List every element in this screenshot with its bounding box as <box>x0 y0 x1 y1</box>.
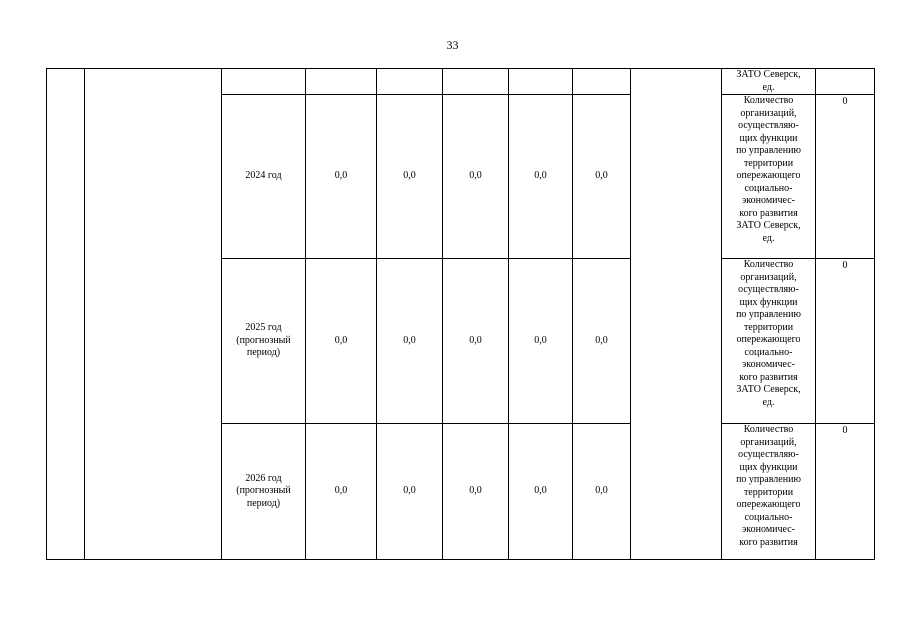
name-cell <box>85 69 222 560</box>
value-cell: 0,0 <box>509 259 573 424</box>
year-cell: 2025 год (прогнозный период) <box>222 259 306 424</box>
value-cell: 0,0 <box>509 95 573 259</box>
indicator-value-cell: 0 <box>816 259 875 424</box>
value-cell: 0,0 <box>573 259 631 424</box>
program-table <box>46 68 875 560</box>
value-cell: 0,0 <box>509 424 573 560</box>
value-cell: 0,0 <box>443 95 509 259</box>
value-cell: 0,0 <box>377 259 443 424</box>
indicator-cell: Количество организаций, осуществляю- щих функции по управлению территории опережающего социально- экономичес- кого развития <box>722 424 816 560</box>
value-cell <box>573 69 631 95</box>
value-cell <box>443 69 509 95</box>
value-cell: 0,0 <box>306 95 377 259</box>
year-cell: 2026 год (прогнозный период) <box>222 424 306 560</box>
value-cell: 0,0 <box>306 259 377 424</box>
value-cell <box>509 69 573 95</box>
indicator-value-cell <box>816 69 875 95</box>
value-cell: 0,0 <box>573 95 631 259</box>
indicator-cell: Количество организаций, осуществляю- щих функции по управлению территории опережающего социально- экономичес- кого развития ЗАТО Северск, ед. <box>722 259 816 424</box>
indicator-cell: ЗАТО Северск, ед. <box>722 69 816 95</box>
value-cell <box>306 69 377 95</box>
value-cell: 0,0 <box>377 424 443 560</box>
value-cell: 0,0 <box>306 424 377 560</box>
table-row-continued <box>47 69 875 95</box>
year-cell <box>222 69 306 95</box>
indicator-value-cell: 0 <box>816 424 875 560</box>
value-cell: 0,0 <box>573 424 631 560</box>
page-number: 33 <box>446 38 459 52</box>
value-cell: 0,0 <box>377 95 443 259</box>
indicator-value-cell: 0 <box>816 95 875 259</box>
indicator-cell: Количество организаций, осуществляю- щих функции по управлению территории опережающего социально- экономичес- кого развития ЗАТО Северск, ед. <box>722 95 816 259</box>
number-cell <box>47 69 85 560</box>
value-cell: 0,0 <box>443 424 509 560</box>
year-cell: 2024 год <box>222 95 306 259</box>
value-cell: 0,0 <box>443 259 509 424</box>
value-cell <box>377 69 443 95</box>
executor-cell <box>631 69 722 560</box>
